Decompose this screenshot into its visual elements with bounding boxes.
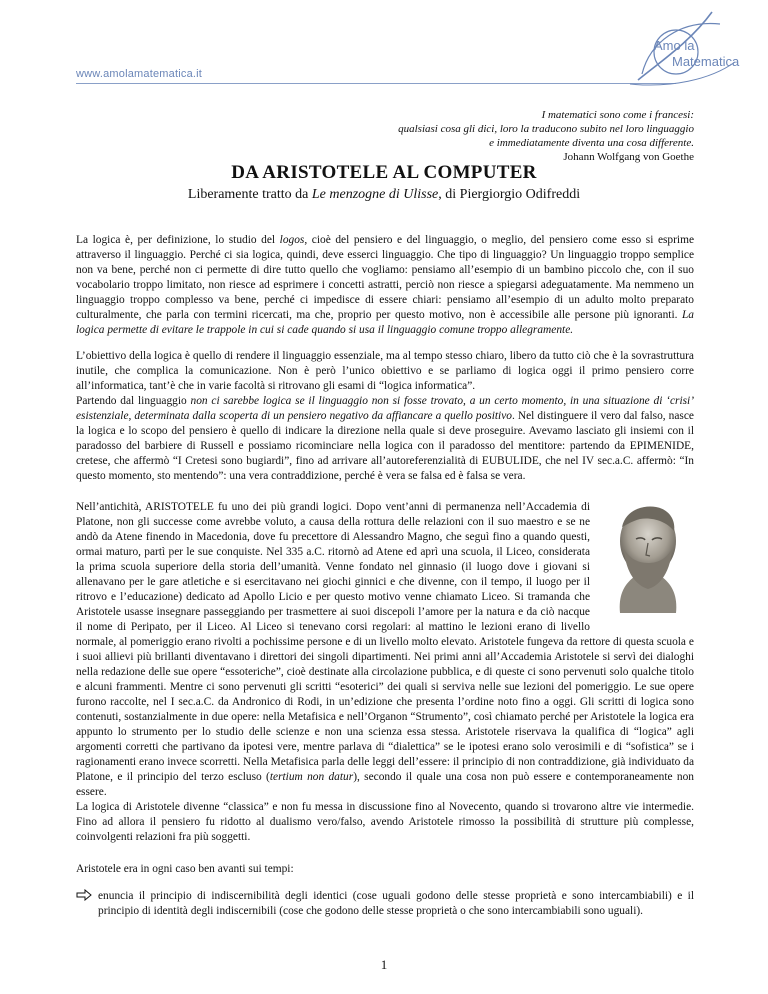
p3-text-c: La logica di Aristotele divenne “classica” e non fu messa in discussione fino al Novecento, quando si trovarono altre vie intermedie. Fino ad allora il pensiero fu ridotto al dualismo vero/falso, avendo Aristotele rimosso la possibilità di strutture più complesse, coinvolgenti relazioni fra più soggetti.: [76, 801, 694, 843]
p2-text-b: Partendo dal linguaggio: [76, 395, 191, 407]
p1-logos: logos: [279, 234, 305, 246]
site-url[interactable]: www.amolamatematica.it: [76, 68, 203, 80]
quote-author: Johann Wolfgang von Goethe: [563, 151, 694, 163]
paragraph-logic-objective: [76, 349, 694, 484]
paragraph-aristotle: [76, 500, 694, 845]
quote-line-2: qualsiasi cosa gli dici, loro la traducono subito nel loro linguaggio: [398, 123, 694, 135]
p1-text-b: , cioè del pensiero e del linguaggio, o meglio, del pensiero come esso si esprime attraverso il linguaggio. Perché ci sia logica, quindi, deve esserci linguaggio. Che tipo di linguaggio? Un linguaggio troppo semplice non va bene, perché non ci permette di dire tutto quello che vogliamo: pensiamo all’esempio di un bambino piccolo che, con il suo vocabolario troppo limitato, non riesce ad esprimere i concetti astratti, perciò non riesce a spiegarsi adeguatamente. Ma nemmeno un linguaggio troppo complesso va bene, perché ci impedisce di essere chiari: pensiamo all’esempio di un adulto molto preparato culturalmente, che parla con termini ricercati, ma che, proprio per questo motivo, non è accessibile alle persone più ignoranti.: [76, 234, 695, 321]
p3-text-b: ), secondo il quale una cosa non può essere e contemporaneamente non essere.: [76, 771, 694, 798]
page-title: DA ARISTOTELE AL COMPUTER: [231, 162, 537, 183]
site-logo: [620, 2, 738, 92]
logo-line-2: Matematica: [672, 54, 740, 69]
subtitle-book: Le menzogne di Ulisse: [311, 187, 439, 202]
p2-text-a: L’obiettivo della logica è quello di rendere il linguaggio essenziale, ma al tempo stesso chiaro, libero da tutto ciò che è la sovrastruttura inutile, che complica la comunicazione. Non è però l’unico obiettivo e se parliamo di logica oggi il primo pensiero corre all’informatica, tant’è che in varie facoltà si ritrovano gli esami di “logica informatica”.: [76, 350, 694, 392]
quote-line-3: e immediatamente diventa una cosa differente.: [489, 137, 694, 149]
epigraph-quote: [398, 108, 694, 164]
paragraph-logic-definition: [76, 233, 694, 338]
image-wrap-space: [590, 500, 694, 624]
p2-text-c: . Nel distinguere il vero dal falso, nasce la logica e lo scopo del pensiero è quello di indicare la direzione nella quale si deve proseguire. Avevamo lasciato gli insiemi con il paradosso del barbiere di Russell e possiamo ricominciare nella logica con il paradosso del mentitore: partendo da EPIMENIDE, cretese, che affermò “I Cretesi sono bugiardi”, fino ad arrivare all’autoreferenzialità di EUBULIDE, che nel IV sec.a.C. affermò: “In questo momento, sto mentendo”: una vera contraddizione, perché è vera se falsa ed è falsa se vera.: [76, 410, 694, 482]
page-number: 1: [380, 957, 388, 972]
page-subtitle: [0, 187, 768, 203]
p1-text-a: La logica è, per definizione, lo studio del: [76, 234, 280, 246]
p3-italic: tertium non datur: [269, 771, 354, 783]
page-header: [0, 0, 768, 90]
quote-line-1: I matematici sono come i francesi:: [541, 109, 694, 121]
arrow-right-icon: [76, 889, 92, 906]
p2-italic: non ci sarebbe logica se il linguaggio non si fosse trovato, a un certo momento, in una situazione di ‘crisi’ esistenziale, determinata dalla scoperta di un pensiero negativo da affiancare a quello positivo: [76, 395, 695, 422]
bullet-text: enuncia il principio di indiscernibilità degli identici (cose uguali godono delle stesse proprietà e sono intercambiabili) e il principio di identità degli indiscernibili (cose che godono delle stesse proprietà o che sono intercambiabili sono uguali).: [98, 890, 694, 917]
header-divider: [76, 83, 676, 84]
subtitle-suffix: , di Piergiorgio Odifreddi: [438, 187, 581, 202]
paragraph-ahead-of-time: Aristotele era in ogni caso ben avanti sui tempi:: [76, 863, 294, 875]
logo-line-1: Amo la: [654, 38, 695, 53]
p3-text-a: Nell’antichità, ARISTOTELE fu uno dei più grandi logici. Dopo vent’anni di permanenza nell’Accademia di Platone, non gli successe come avrebbe voluto, a causa della rottura delle relazioni con il suo maestro e se ne andò da Atene finendo in Macedonia, dove fu precettore di Alessandro Magno, che seguì fino a quando questi, ormai maturo, partì per le sue conquiste. Nel 335 a.C. ritornò ad Atene ed aprì una scuola, il Liceo, considerata la prima scuola superiore della storia dell’umanità. Venne fondato nel ginnasio (il luogo dove i giovani si allenavano per le gare atletiche e si esercitavano nei giochi ginnici e che divenne, con il tempo, il luogo per il ritrovo e l’educazione) dedicato ad Apollo Licio e per questo motivo venne chiamato Liceo. Si tramanda che Aristotele usasse insegnare passeggiando per trasmettere ai suoi discepoli l’amore per la natura e da ciò nacque il nome di Peripato, per il Liceo. Al Liceo si tenevano corsi regolari: al mattino le lezioni erano di livello normale, al pomeriggio erano rivolti a pochissime persone e di un livello molto elevato. Aristotele fungeva da rettore di questa scuola e i suoi allievi più brillanti diventavano i direttori dei singoli dipartimenti. Nei primi anni all’Accademia Aristotele si servì dei dialoghi nella redazione delle sue opere “essoteriche”, cioè destinate alla circolazione pubblica, e di queste ci sono pervenuti solo qualche titolo e alcuni frammenti. Mentre ci sono pervenuti gli scritti “esoterici” dei quali si serviva nelle sue lezioni del pomeriggio. Le sue opere furono raccolte, nel I sec.a.C. da Andronico di Rodi, in un’edizione che presenta l’ordine noto fino a oggi. Gli scritti di logica sono contenuti, sostanzialmente in due opere: nella Metafisica e nell’Organon “Strumento”, così chiamato perché per Aristotele la logica era appunto lo strumento per lo studio delle scienze e non una scienza essa stessa. Aristotele riservava la qualifica di “logica” agli argomenti corretti che partivano da ipotesi vere, mentre parlava di “dialettica” se le ipotesi erano solo verosimili e di “sofistica” se i ragionamenti erano invece scorretti. Nella Metafisica parla delle leggi dell’essere: il principio di non contraddizione, già individuato da Platone, e il principio del terzo escluso (: [76, 501, 694, 783]
p2-block-b: [76, 394, 694, 484]
subtitle-prefix: Liberamente tratto da: [187, 187, 312, 202]
p1-italic-end: La logica permette di evitare le trappole in cui si cade quando si usa il linguaggio comune troppo allegramente.: [76, 309, 694, 336]
